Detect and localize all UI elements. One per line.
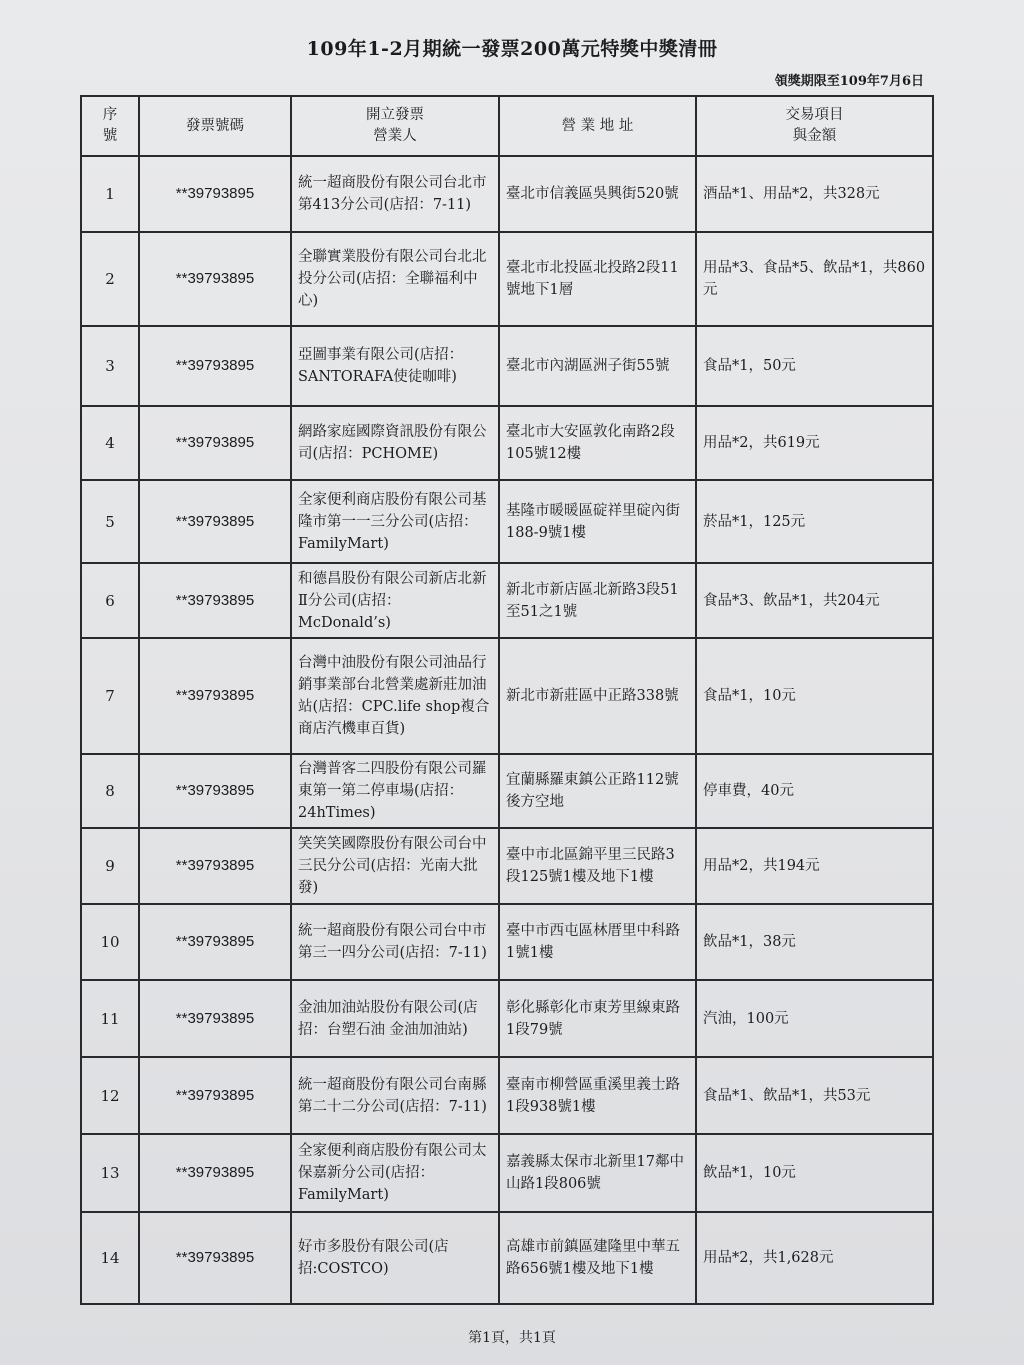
transaction-items: 食品*3、飲品*1，共204元 — [696, 563, 933, 638]
table-row — [81, 156, 933, 232]
table-row — [81, 326, 933, 406]
page-title: 109年1-2月期統一發票200萬元特獎中獎清冊 — [306, 38, 718, 60]
row-number: 6 — [81, 563, 139, 638]
header-seq: 序 號 — [81, 96, 139, 156]
store-address: 臺南市柳營區重溪里義士路1段938號1樓 — [499, 1057, 696, 1134]
invoice-number: **39793895 — [139, 1134, 291, 1212]
transaction-items: 飲品*1，38元 — [696, 904, 933, 980]
transaction-items: 食品*1、飲品*1，共53元 — [696, 1057, 933, 1134]
store-name: 統一超商股份有限公司台中市第三一四分公司(店招：7-11) — [291, 904, 499, 980]
invoice-number: **39793895 — [139, 828, 291, 904]
store-address: 臺中市北區錦平里三民路3段125號1樓及地下1樓 — [499, 828, 696, 904]
transaction-items: 食品*1，10元 — [696, 638, 933, 754]
store-address: 新北市新莊區中正路338號 — [499, 638, 696, 754]
table-header-row — [81, 96, 933, 156]
table-row — [81, 1134, 933, 1212]
store-address: 高雄市前鎮區建隆里中華五路656號1樓及地下1樓 — [499, 1212, 696, 1304]
transaction-items: 停車費，40元 — [696, 754, 933, 828]
store-address: 臺中市西屯區林厝里中科路1號1樓 — [499, 904, 696, 980]
transaction-items: 用品*2，共619元 — [696, 406, 933, 480]
table-row — [81, 563, 933, 638]
store-name: 金油加油站股份有限公司(店招：台塑石油 金油加油站) — [291, 980, 499, 1057]
transaction-items: 酒品*1、用品*2，共328元 — [696, 156, 933, 232]
row-number: 1 — [81, 156, 139, 232]
table-row — [81, 638, 933, 754]
store-address: 新北市新店區北新路3段51至51之1號 — [499, 563, 696, 638]
row-number: 10 — [81, 904, 139, 980]
store-address: 臺北市大安區敦化南路2段105號12樓 — [499, 406, 696, 480]
store-name: 統一超商股份有限公司台南縣第二十二分公司(店招：7-11) — [291, 1057, 499, 1134]
row-number: 7 — [81, 638, 139, 754]
table-row — [81, 980, 933, 1057]
store-name: 台灣中油股份有限公司油品行銷事業部台北營業處新莊加油站(店招：CPC.life shop複合商店汽機車百貨) — [291, 638, 499, 754]
row-number: 5 — [81, 480, 139, 563]
store-name: 笑笑笑國際股份有限公司台中三民分公司(店招：光南大批發) — [291, 828, 499, 904]
row-number: 11 — [81, 980, 139, 1057]
transaction-items: 汽油，100元 — [696, 980, 933, 1057]
header-store: 開立發票 營業人 — [291, 96, 499, 156]
store-name: 網路家庭國際資訊股份有限公司(店招：PCHOME) — [291, 406, 499, 480]
row-number: 9 — [81, 828, 139, 904]
row-number: 3 — [81, 326, 139, 406]
table-row — [81, 754, 933, 828]
row-number: 14 — [81, 1212, 139, 1304]
store-name: 亞圖事業有限公司(店招：SANTORAFA使徒咖啡) — [291, 326, 499, 406]
table-row — [81, 406, 933, 480]
row-number: 2 — [81, 232, 139, 326]
invoice-number: **39793895 — [139, 1057, 291, 1134]
invoice-number: **39793895 — [139, 1212, 291, 1304]
invoice-number: **39793895 — [139, 980, 291, 1057]
store-address: 嘉義縣太保市北新里17鄰中山路1段806號 — [499, 1134, 696, 1212]
store-address: 臺北市北投區北投路2段11號地下1層 — [499, 232, 696, 326]
store-name: 好市多股份有限公司(店招:COSTCO) — [291, 1212, 499, 1304]
page-number: 第1頁，共1頁 — [468, 1330, 556, 1346]
invoice-number: **39793895 — [139, 638, 291, 754]
store-name: 全家便利商店股份有限公司基隆市第一一三分公司(店招：FamilyMart) — [291, 480, 499, 563]
store-name: 台灣普客二四股份有限公司羅東第一第二停車場(店招：24hTimes) — [291, 754, 499, 828]
transaction-items: 飲品*1，10元 — [696, 1134, 933, 1212]
store-name: 和德昌股份有限公司新店北新Ⅱ分公司(店招：McDonald’s) — [291, 563, 499, 638]
table-row — [81, 828, 933, 904]
transaction-items: 用品*2，共1,628元 — [696, 1212, 933, 1304]
invoice-number: **39793895 — [139, 563, 291, 638]
transaction-items: 菸品*1，125元 — [696, 480, 933, 563]
row-number: 13 — [81, 1134, 139, 1212]
invoice-number: **39793895 — [139, 406, 291, 480]
table-row — [81, 480, 933, 563]
claim-deadline: 領獎期限至109年7月6日 — [774, 74, 924, 89]
store-name: 全家便利商店股份有限公司太保嘉新分公司(店招：FamilyMart) — [291, 1134, 499, 1212]
invoice-number: **39793895 — [139, 326, 291, 406]
header-address: 營 業 地 址 — [499, 96, 696, 156]
store-address: 臺北市內湖區洲子街55號 — [499, 326, 696, 406]
table-row — [81, 1212, 933, 1304]
table-row — [81, 232, 933, 326]
transaction-items: 用品*3、食品*5、飲品*1，共860元 — [696, 232, 933, 326]
store-address: 宜蘭縣羅東鎮公正路112號後方空地 — [499, 754, 696, 828]
store-address: 臺北市信義區吳興街520號 — [499, 156, 696, 232]
transaction-items: 用品*2，共194元 — [696, 828, 933, 904]
transaction-items: 食品*1，50元 — [696, 326, 933, 406]
header-invoice: 發票號碼 — [139, 96, 291, 156]
invoice-number: **39793895 — [139, 754, 291, 828]
store-name: 統一超商股份有限公司台北市第413分公司(店招：7-11) — [291, 156, 499, 232]
row-number: 8 — [81, 754, 139, 828]
table-row — [81, 1057, 933, 1134]
store-address: 彰化縣彰化市東芳里線東路1段79號 — [499, 980, 696, 1057]
table-row — [81, 904, 933, 980]
invoice-number: **39793895 — [139, 232, 291, 326]
invoice-number: **39793895 — [139, 156, 291, 232]
invoice-number: **39793895 — [139, 480, 291, 563]
invoice-number: **39793895 — [139, 904, 291, 980]
store-address: 基隆市暖暖區碇祥里碇內街188-9號1樓 — [499, 480, 696, 563]
row-number: 4 — [81, 406, 139, 480]
row-number: 12 — [81, 1057, 139, 1134]
store-name: 全聯實業股份有限公司台北北投分公司(店招：全聯福利中心) — [291, 232, 499, 326]
header-items: 交易項目 與金額 — [696, 96, 933, 156]
winners-table — [80, 95, 934, 1305]
